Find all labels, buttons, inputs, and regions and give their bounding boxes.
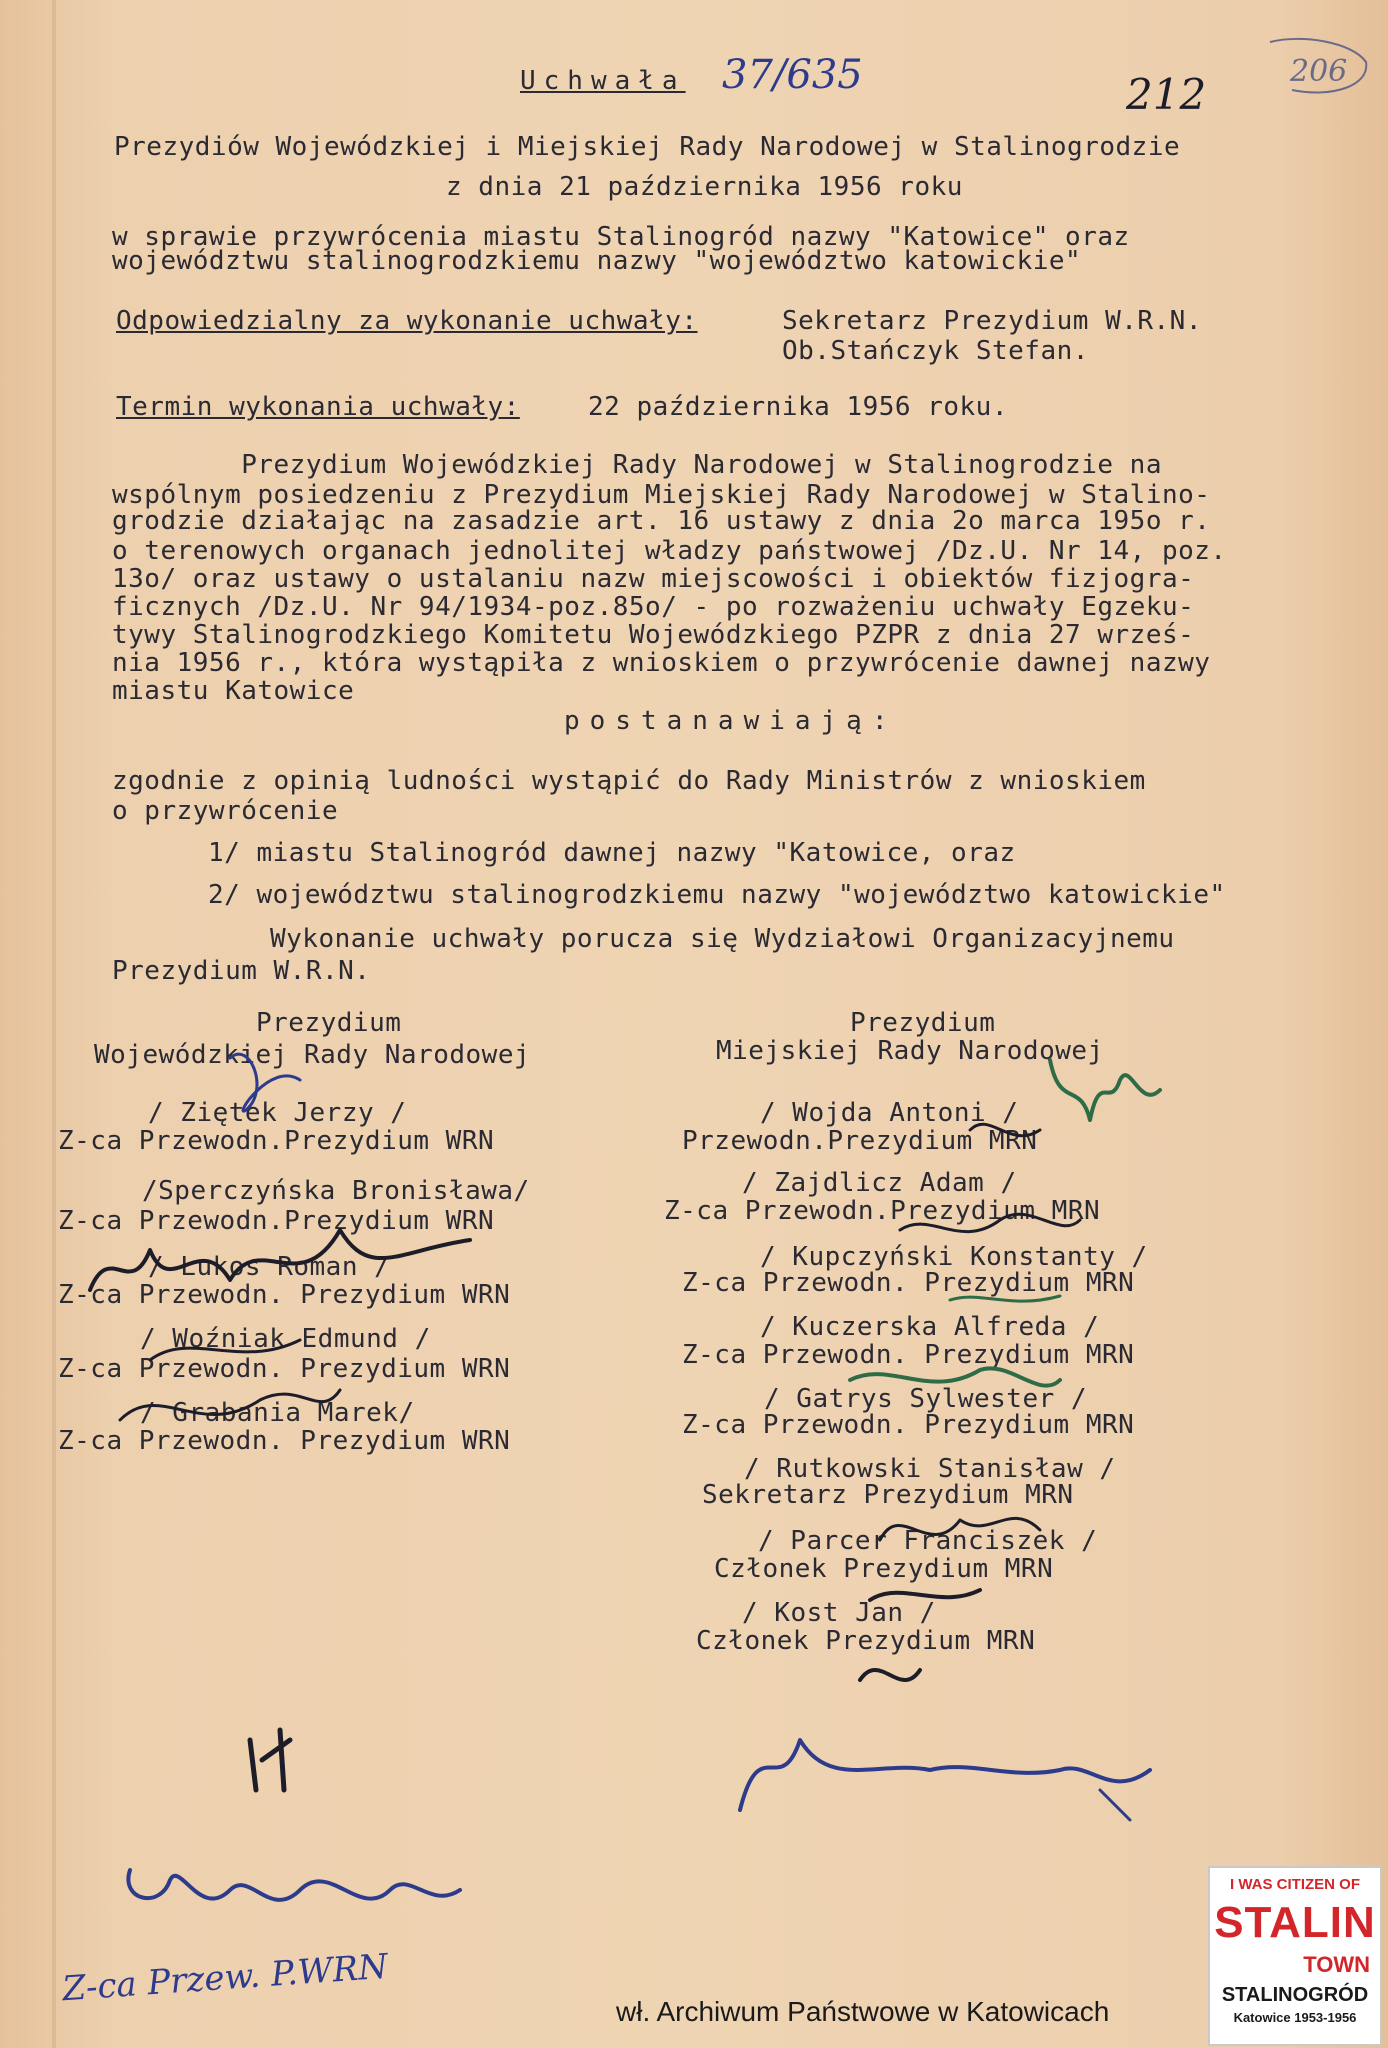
deadline-value: 22 października 1956 roku. (588, 392, 1008, 422)
right-member-role: Z-ca Przewodn. Prezydium MRN (682, 1340, 1135, 1370)
archive-credit: wł. Archiwum Państwowe w Katowicach (616, 1996, 1110, 2027)
issuer-line: Prezydiów Wojewódzkiej i Miejskiej Rady Narodowej w Stalinogrodzie (114, 132, 1181, 162)
responsible-value-2: Ob.Stańczyk Stefan. (782, 336, 1089, 366)
left-member-name: / Woźniak Edmund / (140, 1324, 431, 1354)
execution-line-2: Prezydium W.R.N. (112, 956, 371, 986)
left-member-role: Z-ca Przewodn. Prezydium WRN (58, 1280, 511, 1310)
right-member-role: Z-ca Przewodn. Prezydium MRN (682, 1268, 1135, 1298)
responsible-value-1: Sekretarz Prezydium W.R.N. (782, 306, 1202, 336)
logo-line-4: STALINOGRÓD (1221, 1984, 1369, 2006)
document-title: Uchwała (520, 66, 686, 96)
logo-line-2: STALIN (1214, 1898, 1376, 1947)
right-member-role: Przewodn.Prezydium MRN (682, 1126, 1038, 1156)
right-member-role: Z-ca Przewodn.Prezydium MRN (664, 1196, 1101, 1226)
right-member-name: / Gatrys Sylwester / (764, 1384, 1088, 1414)
body-line: grodzie działając na zasadzie art. 16 ustawy z dnia 2o marca 195o r. (112, 506, 1211, 536)
right-member-name: / Zajdlicz Adam / (742, 1168, 1017, 1198)
body-line: ficznych /Dz.U. Nr 94/1934-poz.85o/ - po rozważeniu uchwały Egzeku- (112, 592, 1195, 622)
logo-line-5: Katowice 1953-1956 (1233, 2010, 1357, 2025)
resolve-heading: postanawiają: (564, 706, 898, 736)
decision-item-1: 1/ miastu Stalinogród dawnej nazwy "Katowice, oraz (208, 838, 1016, 868)
right-member-role: Sekretarz Prezydium MRN (702, 1480, 1074, 1510)
right-heading-2: Miejskiej Rady Narodowej (716, 1036, 1104, 1066)
left-member-role: Z-ca Przewodn. Prezydium WRN (58, 1354, 511, 1384)
subject-line-2: województwu stalinogrodzkiemu nazwy "województwo katowickie" (112, 246, 1082, 276)
body-line: tywy Stalinogrodzkiego Komitetu Wojewódzkiego PZPR z dnia 27 wrześ- (112, 620, 1195, 650)
left-member-role: Z-ca Przewodn. Prezydium WRN (58, 1426, 511, 1456)
subject-line-1: w sprawie przywrócenia miastu Stalinogród nazwy "Katowice" oraz (112, 222, 1130, 252)
right-member-name: / Kuczerska Alfreda / (760, 1312, 1100, 1342)
deadline-label: Termin wykonania uchwały: (116, 392, 520, 422)
decision-line-2: o przywrócenie (112, 796, 339, 826)
handwritten-note: Z-ca Przew. P.WRN (61, 1946, 390, 2010)
logo-line-3: TOWN (1303, 1952, 1370, 1977)
right-member-name: / Rutkowski Stanisław / (744, 1454, 1116, 1484)
right-member-role: Z-ca Przewodn. Prezydium MRN (682, 1410, 1135, 1440)
responsible-label: Odpowiedzialny za wykonanie uchwały: (116, 306, 698, 336)
right-member-name: / Wojda Antoni / (760, 1098, 1019, 1128)
right-heading-1: Prezydium (850, 1008, 996, 1038)
corner-number: 206 (1290, 54, 1348, 89)
left-member-name: / Lukos Roman / (148, 1252, 391, 1282)
left-member-name: / Grabania Marek/ (140, 1398, 415, 1428)
body-line: nia 1956 r., która wystąpiła z wnioskiem o przywrócenie dawnej nazwy (112, 648, 1211, 678)
left-heading-2: Wojewódzkiej Rady Narodowej (94, 1040, 531, 1070)
body-line: o terenowych organach jednolitej władzy państwowej /Dz.U. Nr 14, poz. (112, 536, 1227, 566)
left-member-role: Z-ca Przewodn.Prezydium WRN (58, 1126, 495, 1156)
logo-line-1: I WAS CITIZEN OF (1230, 1876, 1360, 1893)
body-line: 13o/ oraz ustawy o ustalaniu nazw miejscowości i obiektów fizjogra- (112, 564, 1195, 594)
decision-item-2: 2/ województwu stalinogrodzkiemu nazwy "województwo katowickie" (208, 880, 1226, 910)
stalin-town-logo (1208, 1866, 1382, 2046)
right-member-name: / Parcer Franciszek / (758, 1526, 1098, 1556)
body-line: Prezydium Wojewódzkiej Rady Narodowej w Stalinogrodzie na (112, 450, 1162, 480)
body-line: miastu Katowice (112, 676, 355, 706)
left-member-name: / Ziętek Jerzy / (148, 1098, 407, 1128)
execution-line-1: Wykonanie uchwały porucza się Wydziałowi Organizacyjnemu (270, 924, 1175, 954)
right-member-role: Członek Prezydium MRN (714, 1554, 1054, 1584)
left-member-role: Z-ca Przewodn.Prezydium WRN (58, 1206, 495, 1236)
right-member-name: / Kost Jan / (742, 1598, 936, 1628)
left-heading-1: Prezydium (256, 1008, 402, 1038)
handwritten-page-number: 212 (1126, 70, 1207, 119)
left-member-name: /Sperczyńska Bronisława/ (142, 1176, 530, 1206)
right-member-name: / Kupczyński Konstanty / (760, 1242, 1148, 1272)
date-line: z dnia 21 października 1956 roku (446, 172, 963, 202)
body-line: wspólnym posiedzeniu z Prezydium Miejskiej Rady Narodowej w Stalino- (112, 480, 1211, 510)
right-member-role: Członek Prezydium MRN (696, 1626, 1036, 1656)
decision-line-1: zgodnie z opinią ludności wystąpić do Rady Ministrów z wnioskiem (112, 766, 1146, 796)
handwritten-number: 37/635 (722, 52, 863, 98)
